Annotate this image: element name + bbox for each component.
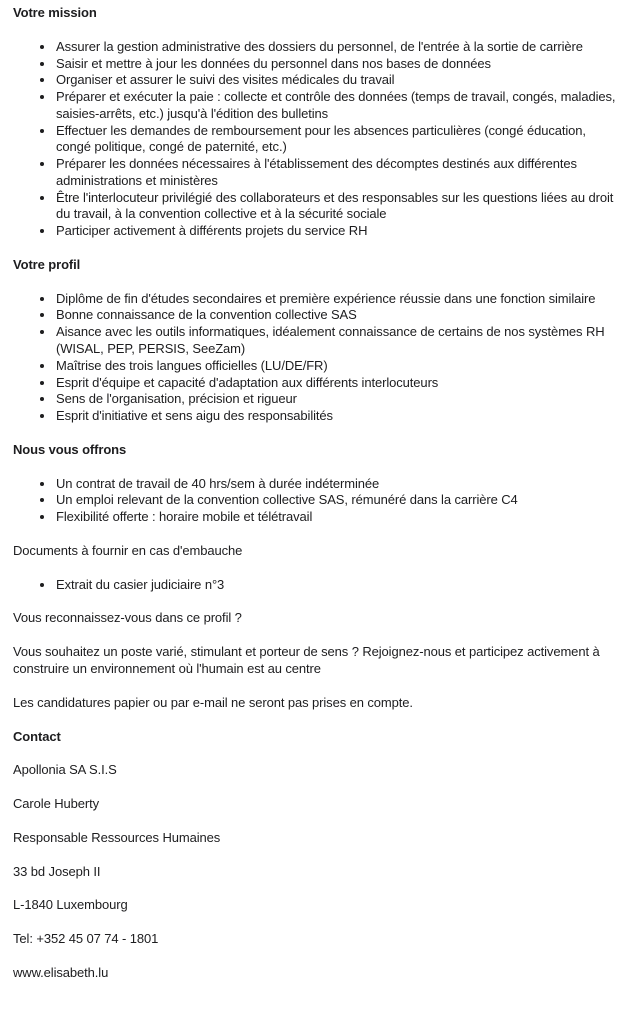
list-item-un-emploi-relevant-de-la: • Un emploi relevant de la convention collective SAS, rémunéré dans la carrière C4 <box>55 492 616 509</box>
list-item-un-contrat-de-travail-de: • Un contrat de travail de 40 hrs/sem à durée indéterminée <box>55 476 616 493</box>
list-item-assurer-la-gestion-administrative-des: • Assurer la gestion administrative des dossiers du personnel, de l'entrée à la sortie de carrière <box>55 39 616 56</box>
list-item-extrait-du-casier-judiciaire-n: • Extrait du casier judiciaire n°3 <box>55 577 616 594</box>
paragraph-vous-reconnaissez-vous-dans-ce: Vous reconnaissez-vous dans ce profil ? <box>13 610 242 626</box>
paragraph-tel-352-45-07-74: Tel: +352 45 07 74 - 1801 <box>13 931 159 947</box>
list-item-flexibilite-offerte-horaire-mobile-et: • Flexibilité offerte : horaire mobile et télétravail <box>55 509 616 526</box>
list-item-participer-activement-a-differents-projets: • Participer activement à différents projets du service RH <box>55 223 616 240</box>
list-item-etre-l-interlocuteur-privilegie-des: • Être l'interlocuteur privilégié des collaborateurs et des responsables sur les questions liées au droit du travail, à la convention collective et à la sécurité sociale <box>55 190 616 224</box>
paragraph-responsable-ressources-humaines: Responsable Ressources Humaines <box>13 829 221 845</box>
list-item-preparer-et-executer-la-paie: • Préparer et exécuter la paie : collecte et contrôle des données (temps de travail, congés, maladies, saisies-arrêts, etc.) jusqu'à l'édition des bulletins <box>55 89 616 123</box>
paragraph-l-1840-luxembourg: L-1840 Luxembourg <box>13 897 128 913</box>
paragraph-33-bd-joseph-ii: 33 bd Joseph II <box>13 863 101 879</box>
list-item-maitrise-des-trois-langues-officielles: • Maîtrise des trois langues officielles (LU/DE/FR) <box>55 358 616 375</box>
list-item-organiser-et-assurer-le-suivi: • Organiser et assurer le suivi des visites médicales du travail <box>55 72 616 89</box>
heading-nous-vous-offrons: Nous vous offrons <box>13 441 127 457</box>
list-item-aisance-avec-les-outils-informatiques: • Aisance avec les outils informatiques, idéalement connaissance de certains de nos systèmes RH (WISAL, PEP, PERSIS, SeeZam) <box>55 324 616 358</box>
job-description-body <box>13 5 616 982</box>
list-item-diplome-de-fin-d-etudes: • Diplôme de fin d'études secondaires et première expérience réussie dans une fonction similaire <box>55 291 616 308</box>
heading-contact: Contact <box>13 728 61 744</box>
list-item-esprit-d-initiative-et-sens: • Esprit d'initiative et sens aigu des responsabilités <box>55 408 616 425</box>
paragraph-www-elisabeth-lu: www.elisabeth.lu <box>13 964 109 980</box>
paragraph-documents-a-fournir-en-cas: Documents à fournir en cas d'embauche <box>13 542 243 558</box>
paragraph-apollonia-sa-s-i-s: Apollonia SA S.I.S <box>13 762 117 778</box>
list-item-effectuer-les-demandes-de-remboursement: • Effectuer les demandes de remboursement pour les absences particulières (congé éducation, congé politique, congé de paternité, etc.) <box>55 123 616 157</box>
heading-votre-profil: Votre profil <box>13 256 81 272</box>
bullet-list <box>13 39 616 240</box>
heading-votre-mission: Votre mission <box>13 5 97 20</box>
paragraph-vous-souhaitez-un-poste-varie: Vous souhaitez un poste varié, stimulant et porteur de sens ? Rejoignez-nous et participez activement à construire un environnement où l'humain est au centre <box>13 644 600 676</box>
bullet-list <box>13 577 616 594</box>
paragraph-les-candidatures-papier-ou-par: Les candidatures papier ou par e-mail ne seront pas prises en compte. <box>13 694 413 710</box>
bullet-list <box>13 291 616 425</box>
list-item-bonne-connaissance-de-la-convention: • Bonne connaissance de la convention collective SAS <box>55 307 616 324</box>
list-item-preparer-les-donnees-necessaires-a: • Préparer les données nécessaires à l'établissement des décomptes destinés aux différentes administrations et ministères <box>55 156 616 190</box>
list-item-saisir-et-mettre-a-jour: • Saisir et mettre à jour les données du personnel dans nos bases de données <box>55 56 616 73</box>
paragraph-carole-huberty: Carole Huberty <box>13 796 100 812</box>
list-item-sens-de-l-organisation-precision: • Sens de l'organisation, précision et rigueur <box>55 391 616 408</box>
list-item-esprit-d-equipe-et-capacite: • Esprit d'équipe et capacité d'adaptation aux différents interlocuteurs <box>55 375 616 392</box>
bullet-list <box>13 476 616 526</box>
